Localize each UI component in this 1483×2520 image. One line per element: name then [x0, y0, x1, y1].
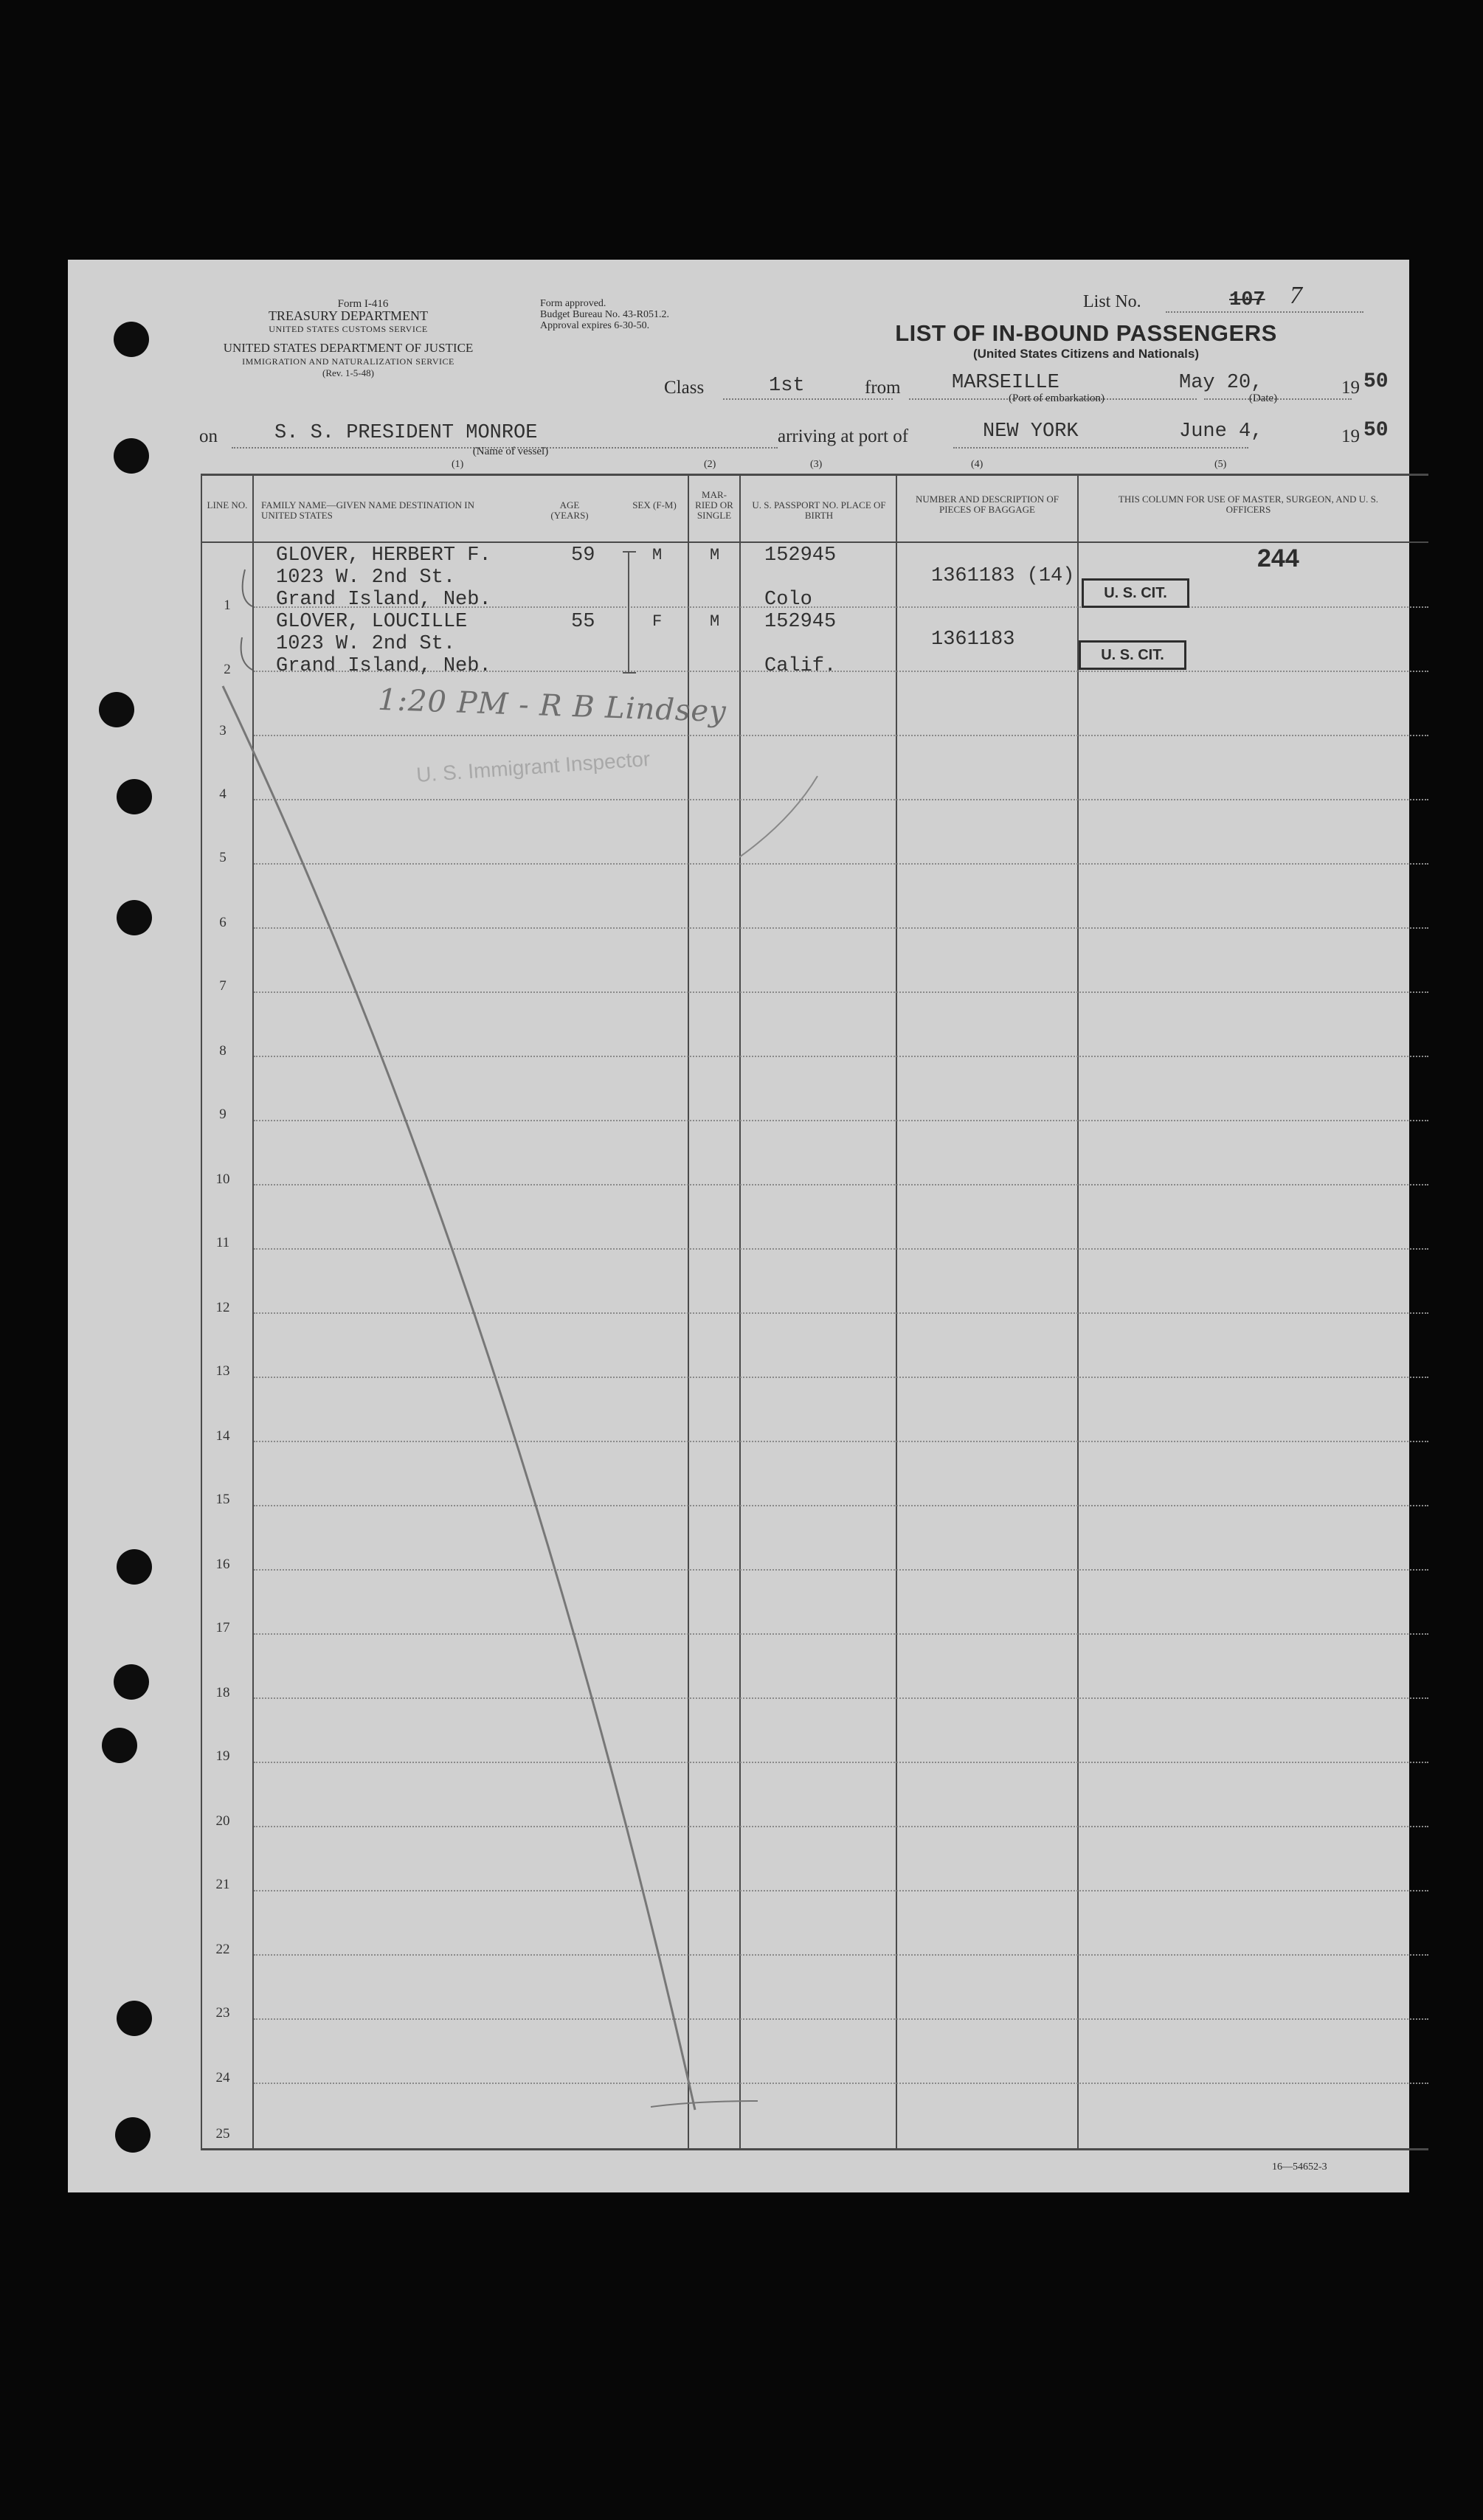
passenger-city: Grand Island, Neb. [276, 655, 491, 677]
passenger-city: Grand Island, Neb. [276, 589, 491, 611]
class-value: 1st [769, 375, 805, 397]
passenger-sex: M [652, 546, 663, 564]
column-number: (3) [810, 459, 823, 470]
form-number: Form I-416 [337, 298, 389, 310]
officer-note: 244 [1257, 544, 1299, 572]
list-no-struck: 107 [1229, 289, 1265, 311]
citizen-stamp: U. S. CIT. [1082, 578, 1189, 608]
inspector-stamp: U. S. Immigrant Inspector [415, 747, 651, 787]
row-number: 6 [219, 915, 227, 930]
row-number: 24 [215, 2070, 230, 2085]
cancel-line-end [651, 2101, 758, 2107]
ins-service: IMMIGRATION AND NATURALIZATION SERVICE [242, 356, 454, 367]
row-number: 16 [215, 1557, 230, 1572]
page-title: LIST OF IN-BOUND PASSENGERS [895, 320, 1277, 346]
row-number: 20 [215, 1813, 230, 1829]
passenger-name: GLOVER, LOUCILLE [276, 611, 468, 633]
row-number: 19 [215, 1748, 230, 1764]
vessel-caption: (Name of vessel) [472, 446, 549, 457]
year-value: 50 [1363, 370, 1389, 393]
row-number: 1 [224, 598, 231, 613]
header-name: FAMILY NAME—GIVEN NAME DESTINATION IN UNITED STATES [261, 499, 475, 521]
class-label: Class [664, 378, 705, 398]
row-number: 13 [215, 1363, 230, 1379]
list-no-handwritten: 7 [1290, 282, 1302, 309]
row-number: 7 [219, 978, 227, 994]
on-label: on [199, 426, 218, 446]
column-number: (5) [1214, 459, 1227, 470]
header-officers: THIS COLUMN FOR USE OF MASTER, SURGEON, AND U. S. OFFICERS [1118, 494, 1379, 515]
customs-service: UNITED STATES CUSTOMS SERVICE [269, 324, 428, 334]
signature-stroke [739, 776, 817, 857]
pencil-marks [68, 260, 1409, 2192]
passenger-marital: M [710, 546, 720, 564]
check-mark [243, 570, 252, 606]
year-prefix: 19 [1341, 378, 1360, 398]
row-number: 21 [215, 1877, 230, 1892]
row-number: 4 [219, 786, 227, 802]
header-line-no: LINE NO. [207, 499, 248, 510]
baggage-description: 1361183 (14) [931, 565, 1075, 587]
birthplace: Calif. [764, 655, 837, 677]
header-age: AGE (YEARS) [550, 499, 589, 521]
row-number: 11 [215, 1235, 230, 1250]
page-subtitle: (United States Citizens and Nationals) [972, 347, 1200, 361]
sex-bracket [623, 552, 636, 673]
passenger-sex: F [652, 612, 663, 631]
check-mark [241, 637, 252, 670]
citizen-stamp: U. S. CIT. [1079, 640, 1186, 670]
budget-line: Budget Bureau No. 43-R051.2. [540, 309, 669, 320]
passport-number: 152945 [764, 544, 837, 567]
row-number: 2 [224, 662, 231, 677]
row-number: 23 [215, 2005, 230, 2021]
header-married: MAR-RIED OR SINGLE [695, 489, 733, 521]
approval-line: Form approved. [540, 298, 606, 309]
passenger-age: 59 [571, 544, 595, 567]
from-label: from [865, 378, 901, 398]
justice-dept: UNITED STATES DEPARTMENT OF JUSTICE [223, 341, 474, 355]
column-number: (2) [704, 459, 716, 470]
birthplace: Colo [764, 589, 812, 611]
footer-code: 16—54652-3 [1272, 2161, 1327, 2173]
date-caption: (Date) [1248, 392, 1278, 404]
arrival-port-value: NEW YORK [983, 420, 1079, 443]
passenger-age: 55 [571, 611, 595, 633]
row-number: 14 [215, 1428, 230, 1444]
row-number: 5 [219, 850, 227, 865]
column-number: (1) [452, 459, 464, 470]
vessel-value: S. S. PRESIDENT MONROE [274, 422, 538, 444]
date-value: May 20, [1179, 372, 1263, 394]
passenger-address: 1023 W. 2nd St. [276, 633, 456, 655]
row-number: 12 [215, 1300, 230, 1315]
row-number: 9 [219, 1107, 227, 1122]
manifest-page [68, 260, 1409, 2192]
row-number: 17 [215, 1620, 230, 1635]
passenger-marital: M [710, 612, 720, 631]
passport-number: 152945 [764, 611, 837, 633]
baggage-description: 1361183 [931, 629, 1015, 651]
row-number: 25 [215, 2126, 230, 2142]
column-number: (4) [971, 459, 984, 470]
arrival-date-value: June 4, [1179, 420, 1263, 443]
row-number: 3 [219, 723, 227, 738]
arrival-year-prefix: 19 [1341, 426, 1360, 446]
cancel-line [223, 686, 695, 2110]
row-number: 15 [215, 1492, 230, 1507]
arrival-year-value: 50 [1363, 419, 1389, 442]
list-no-label: List No. [1083, 292, 1141, 311]
header-sex: SEX (F-M) [632, 499, 677, 510]
row-number: 8 [219, 1043, 227, 1059]
header-passport: U. S. PASSPORT NO. PLACE OF BIRTH [752, 499, 886, 521]
expires-line: Approval expires 6-30-50. [540, 320, 650, 331]
treasury-dept: TREASURY DEPARTMENT [268, 308, 429, 323]
row-number: 22 [215, 1942, 230, 1957]
revision: (Rev. 1-5-48) [322, 367, 374, 378]
header-baggage: NUMBER AND DESCRIPTION OF PIECES OF BAGGAGE [916, 494, 1059, 515]
row-number: 18 [215, 1685, 230, 1700]
passenger-name: GLOVER, HERBERT F. [276, 544, 491, 567]
passenger-address: 1023 W. 2nd St. [276, 567, 456, 589]
arriving-label: arriving at port of [778, 426, 909, 446]
row-number: 10 [215, 1171, 230, 1187]
port-value: MARSEILLE [952, 372, 1059, 394]
handwritten-signature: 1:20 PM - R B Lindsey [377, 682, 727, 730]
port-caption: (Port of embarkation) [1009, 392, 1105, 404]
